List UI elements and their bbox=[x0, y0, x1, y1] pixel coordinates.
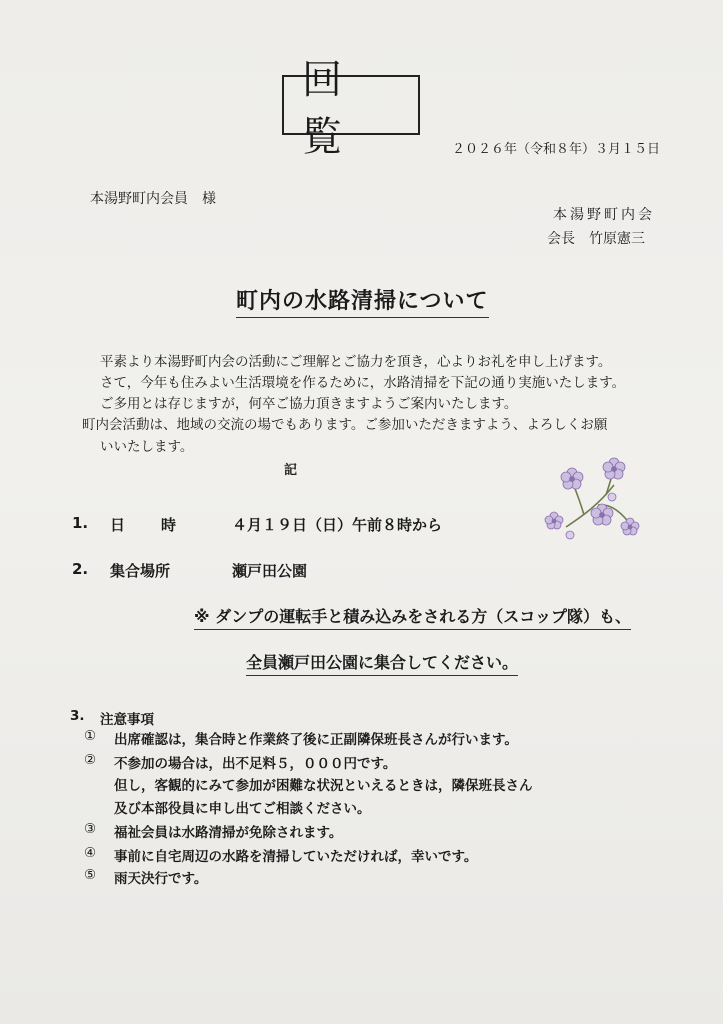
document-title: 回覧 bbox=[282, 75, 420, 135]
body-paragraph-line: 町内会活動は、地域の交流の場でもあります。ご参加いただきますよう、よろしくお願 bbox=[82, 417, 608, 433]
caution-marker: ⑤ bbox=[84, 867, 97, 883]
item-number: 3. bbox=[70, 708, 85, 724]
caution-text: 不参加の場合は，出不足料５，０００円です。 bbox=[114, 756, 397, 772]
caution-text: 福祉会員は水路清掃が免除されます。 bbox=[114, 825, 343, 841]
addressee: 本湯野町内会員 様 bbox=[90, 191, 216, 207]
cherry-blossom-icon bbox=[536, 455, 646, 550]
notice-line: ※ ダンプの運転手と積み込みをされる方（スコップ隊）も、 bbox=[194, 604, 631, 630]
item-value-datetime: ４月１９日（日）午前８時から bbox=[232, 516, 443, 534]
notice-line: 全員瀬戸田公園に集合してください。 bbox=[246, 650, 518, 676]
caution-marker: ① bbox=[84, 728, 97, 744]
cautions-title: 注意事項 bbox=[100, 712, 154, 728]
body-paragraph-line: さて，今年も住みよい生活環境を作るために，水路清掃を下記の通り実施いたします。 bbox=[100, 375, 626, 391]
caution-text: 及び本部役員に申し出てご相談ください。 bbox=[114, 801, 371, 817]
caution-text: 事前に自宅周辺の水路を清掃していただければ，幸いです。 bbox=[114, 849, 478, 865]
body-paragraph-line: 平素より本湯野町内会の活動にご理解とご協力を頂き，心よりお礼を申し上げます。 bbox=[100, 354, 612, 370]
sender-organization: 本湯野町内会 bbox=[553, 207, 655, 223]
caution-marker: ② bbox=[84, 752, 97, 768]
notice-heading: 町内の水路清掃について bbox=[236, 284, 489, 318]
caution-text: 雨天決行です。 bbox=[114, 871, 208, 887]
ki-marker: 記 bbox=[284, 463, 298, 478]
item-label-datetime: 日 時 bbox=[110, 516, 179, 534]
body-paragraph-line: いいたします。 bbox=[100, 439, 194, 455]
item-number: 1. bbox=[72, 514, 89, 532]
body-paragraph-line: ご多用とは存じますが，何卒ご協力頂きますようご案内いたします。 bbox=[100, 396, 518, 412]
item-label-meeting-place: 集合場所 bbox=[110, 562, 171, 580]
issue-date: ２０２６年（令和８年）３月１５日 bbox=[452, 142, 661, 157]
item-value-meeting-place: 瀬戸田公園 bbox=[232, 562, 308, 580]
caution-marker: ④ bbox=[84, 845, 97, 861]
caution-text: 但し，客観的にみて参加が困難な状況といえるときは，隣保班長さん bbox=[114, 778, 533, 794]
caution-marker: ③ bbox=[84, 821, 97, 837]
sender-president: 会長 竹原憲三 bbox=[547, 231, 645, 247]
caution-text: 出席確認は，集合時と作業終了後に正副隣保班長さんが行います。 bbox=[114, 732, 518, 748]
item-number: 2. bbox=[72, 560, 89, 578]
